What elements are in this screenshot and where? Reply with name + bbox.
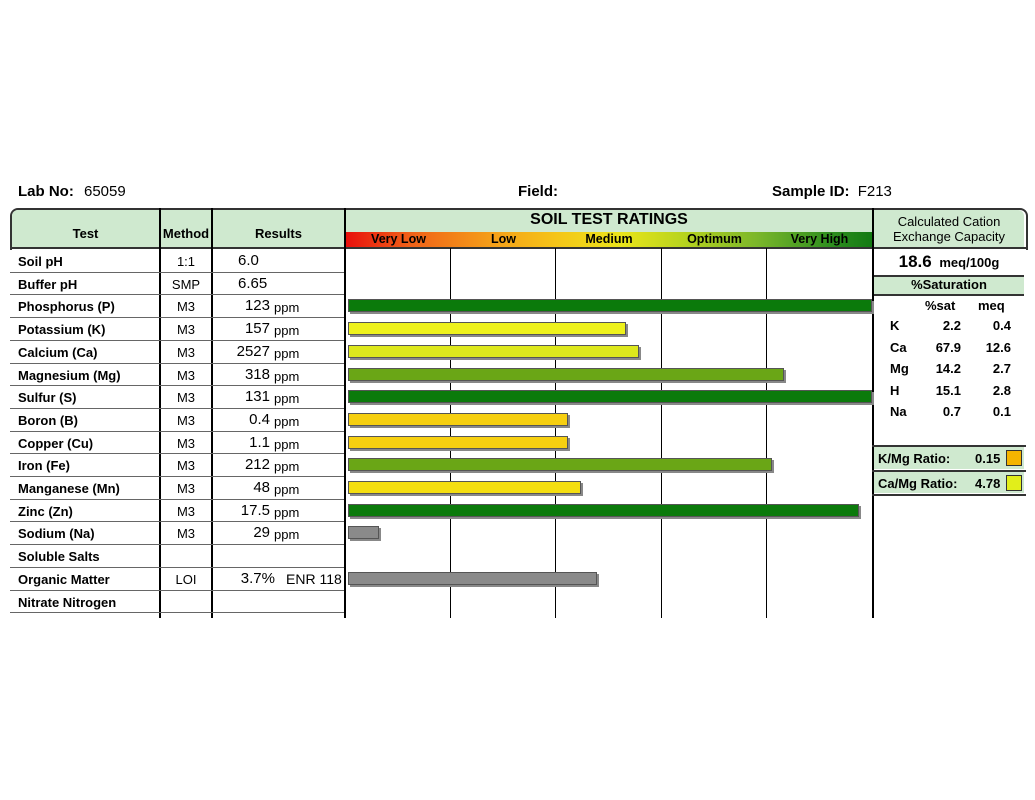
scale-very-high: Very High — [790, 232, 849, 246]
cec-title-line1: Calculated Cation — [897, 214, 1001, 229]
result-unit: ppm — [274, 300, 300, 316]
meq-value: 0.4 — [992, 318, 1011, 333]
method-value: M3 — [176, 435, 196, 451]
result-unit: ppm — [274, 459, 300, 475]
meq-value: 12.6 — [985, 339, 1011, 355]
lab-number — [18, 183, 126, 200]
row-divider — [10, 590, 344, 591]
soil-test-table — [10, 208, 1026, 618]
row-divider — [10, 499, 344, 500]
ratings-title: SOIL TEST RATINGS — [530, 211, 688, 228]
scale-low: Low — [491, 232, 516, 246]
rating-bar — [348, 572, 597, 585]
row-divider — [10, 567, 344, 568]
result-unit: ppm — [274, 391, 300, 407]
km-ratio-label: K/Mg Ratio: — [878, 451, 951, 466]
cec-unit: meq/100g — [939, 255, 1000, 270]
test-name: Sulfur (S) — [18, 390, 77, 406]
meq-value: 2.8 — [992, 382, 1011, 398]
rating-bar — [348, 322, 626, 335]
row-divider — [10, 385, 344, 386]
method-value: M3 — [176, 503, 196, 519]
result-value: 131 — [244, 388, 270, 406]
lab-number-value: 65059 — [84, 183, 126, 200]
row-divider — [10, 408, 344, 409]
cec-title-line2: Exchange Capacity — [892, 229, 1005, 244]
rating-bar — [348, 368, 784, 381]
test-column-header: Test — [72, 226, 99, 241]
result-value: 0.4 — [249, 410, 270, 428]
sat-value: 0.7 — [942, 404, 961, 419]
result-unit: ppm — [274, 323, 300, 339]
results-column-header: Results — [255, 226, 302, 241]
km-ratio-value: 0.15 — [975, 451, 1001, 466]
scale-very-low: Very Low — [371, 232, 426, 246]
row-divider — [10, 363, 344, 364]
rating-bar — [348, 481, 581, 494]
cam-ratio-swatch — [1006, 475, 1022, 491]
result-value: 212 — [244, 456, 270, 474]
sat-value: 15.1 — [935, 382, 961, 398]
sample-id — [772, 183, 892, 200]
rating-bar — [348, 390, 872, 403]
meq-column-header: meq — [978, 298, 1005, 313]
method-value: M3 — [176, 367, 196, 383]
method-value: M3 — [176, 299, 196, 315]
method-value: M3 — [176, 526, 196, 542]
result-value: 6.0 — [238, 252, 259, 269]
field — [518, 183, 558, 200]
result-value: 2527 — [236, 342, 270, 360]
result-value: 17.5 — [240, 501, 270, 519]
result-value: 1.1 — [249, 433, 270, 451]
ion-label: Na — [890, 404, 907, 419]
test-name: Soil pH — [18, 254, 63, 269]
result-value: 6.65 — [238, 274, 268, 292]
result-unit: ppm — [274, 482, 300, 497]
sat-value: 67.9 — [935, 339, 961, 355]
rating-bar — [348, 345, 639, 358]
cam-ratio-label: Ca/Mg Ratio: — [878, 476, 958, 491]
test-name: Potassium (K) — [18, 322, 106, 338]
row-divider — [10, 521, 344, 522]
lab-number-label: Lab No: — [18, 183, 74, 200]
test-name: Organic Matter — [18, 571, 110, 587]
test-name: Zinc (Zn) — [18, 503, 73, 519]
sat-column-header: %sat — [925, 298, 956, 313]
column-divider-results — [211, 208, 213, 618]
method-value: LOI — [175, 571, 197, 587]
rating-bar — [348, 526, 379, 539]
row-divider — [10, 317, 344, 318]
test-name: Magnesium (Mg) — [18, 367, 121, 383]
rating-bar — [348, 458, 772, 471]
ion-label: Ca — [890, 339, 907, 355]
sat-value: 14.2 — [935, 361, 961, 376]
row-divider — [10, 340, 344, 341]
method-value: M3 — [176, 322, 196, 338]
result-unit: ppm — [274, 413, 300, 429]
test-name: Soluble Salts — [18, 549, 100, 565]
test-name: Buffer pH — [18, 276, 78, 292]
test-name: Boron (B) — [18, 412, 78, 428]
meq-value: 0.1 — [992, 404, 1011, 419]
result-unit: ppm — [274, 368, 300, 384]
result-value: 157 — [244, 320, 270, 338]
method-value: SMP — [171, 276, 201, 292]
method-value: M3 — [176, 481, 196, 496]
test-name: Calcium (Ca) — [18, 344, 98, 360]
cam-ratio-value: 4.78 — [975, 476, 1001, 491]
ion-label: Mg — [890, 361, 909, 376]
km-ratio-swatch — [1006, 450, 1022, 466]
sat-value: 2.2 — [942, 318, 961, 333]
sample-id-label: Sample ID: — [772, 183, 850, 200]
ratio-divider — [872, 494, 1026, 496]
test-name: Nitrate Nitrogen — [18, 594, 117, 610]
result-unit: ppm — [274, 504, 300, 520]
method-value: M3 — [176, 412, 196, 428]
meq-value: 2.7 — [992, 361, 1011, 376]
row-divider — [10, 476, 344, 477]
result-value: 123 — [244, 297, 270, 315]
rating-bar — [348, 413, 568, 426]
result-value: 3.7% — [240, 569, 275, 587]
result-value: 29 — [253, 524, 270, 542]
method-value: M3 — [176, 344, 196, 360]
row-divider — [10, 453, 344, 454]
method-value: M3 — [176, 390, 196, 406]
method-column-header: Method — [162, 226, 210, 241]
field-label: Field: — [518, 183, 558, 200]
result-value: 48 — [253, 479, 270, 496]
result-value: 318 — [244, 365, 270, 383]
ion-label: H — [890, 382, 900, 398]
test-name: Iron (Fe) — [18, 458, 70, 474]
cec-value: 18.6 — [898, 252, 932, 271]
rating-bar — [348, 504, 859, 517]
row-divider — [10, 612, 344, 613]
result-unit: ppm — [274, 436, 300, 452]
cec-value-box — [874, 252, 1024, 272]
test-name: Copper (Cu) — [18, 435, 94, 451]
result-unit: ppm — [274, 527, 300, 543]
test-name: Sodium (Na) — [18, 526, 95, 542]
method-value: M3 — [176, 458, 196, 474]
scale-medium: Medium — [585, 232, 633, 246]
method-value: 1:1 — [176, 254, 196, 269]
rating-bar — [348, 299, 872, 312]
sample-id-value: F213 — [857, 183, 892, 200]
row-divider — [10, 272, 344, 273]
scale-optimum: Optimum — [687, 232, 742, 246]
row-divider — [10, 431, 344, 432]
row-divider — [10, 544, 344, 545]
rating-bar — [348, 436, 568, 449]
column-divider-ratings — [344, 208, 346, 618]
ion-label: K — [890, 318, 900, 333]
saturation-title: %Saturation — [911, 277, 987, 292]
row-divider — [10, 294, 344, 295]
test-name: Phosphorus (P) — [18, 299, 115, 315]
result-unit: ppm — [274, 345, 300, 361]
result-unit: ENR 118 — [286, 570, 342, 587]
test-name: Manganese (Mn) — [18, 481, 120, 496]
